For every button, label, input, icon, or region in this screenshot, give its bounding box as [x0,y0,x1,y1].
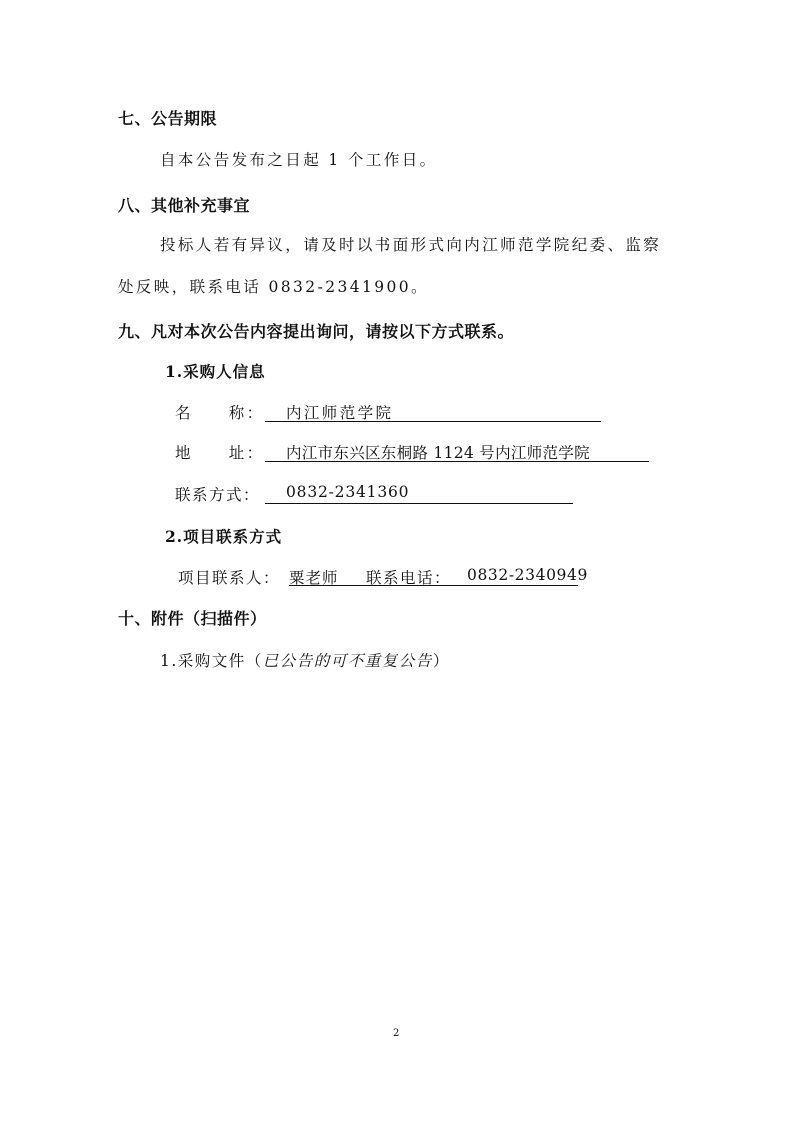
purchaser-contact-value: 0832-2341360 [286,483,410,501]
attachment-item-note: 已公告的可不重复公告 [262,652,433,670]
project-phone-value: 0832-2340949 [467,566,588,584]
project-person-label: 项目联系人： [178,569,281,587]
purchaser-address-label: 地 址： [175,444,265,462]
purchaser-contact-label: 联系方式： [175,486,261,504]
section-8-heading: 八、其他补充事宜 [118,196,251,215]
purchaser-name-value: 内江师范学院 [286,404,394,422]
section-8-body-line1: 投标人若有异议，请及时以书面形式向内江师范学院纪委、监察 [160,236,662,254]
project-contact-underline [289,585,578,586]
purchaser-info-title: 1.采购人信息 [165,362,266,381]
purchaser-address-underline [265,461,649,462]
attachment-item-suffix: ） [432,652,450,670]
purchaser-name-underline [265,421,601,422]
section-10-heading: 十、附件（扫描件） [118,609,267,628]
section-7-heading: 七、公告期限 [118,109,218,128]
purchaser-name-label: 名 称： [175,404,265,422]
section-9-heading: 九、凡对本次公告内容提出询问，请按以下方式联系。 [118,322,515,341]
page-number: 2 [393,1028,400,1039]
section-7-body: 自本公告发布之日起 1 个工作日。 [160,151,438,169]
attachment-item-prefix: 1.采购文件（ [160,652,263,670]
project-person-value: 粟老师 [289,569,339,587]
project-contact-title: 2.项目联系方式 [165,527,283,546]
project-phone-label: 联系电话： [366,569,452,587]
attachment-item [160,649,450,671]
section-8-body-line2: 处反映，联系电话 0832-2341900。 [118,278,429,296]
purchaser-address-value: 内江市东兴区东桐路 1124 号内江师范学院 [286,444,590,462]
purchaser-contact-underline [265,503,573,504]
